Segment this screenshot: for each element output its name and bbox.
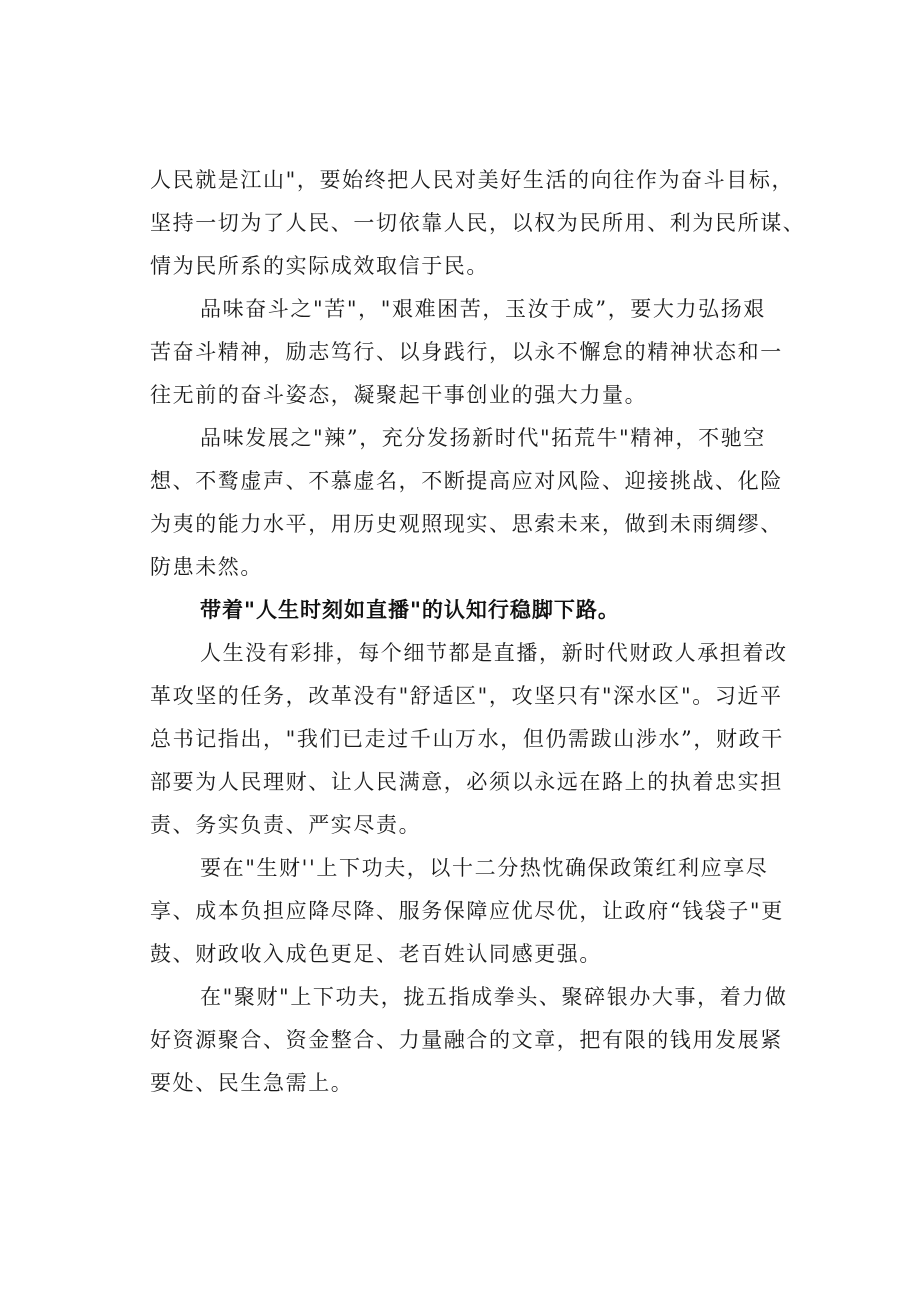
text-line: 好资源聚合、资金整合、力量融合的文章，把有限的钱用发展紧 (150, 1028, 783, 1052)
text-line: 情为民所系的实际成效取信于民。 (150, 254, 489, 278)
text-line: 苦奋斗精神，励志笃行、以身践行，以永不懈怠的精神状态和一 (150, 340, 783, 364)
text-line: 要处、民生急需上。 (150, 1071, 354, 1095)
paragraph-first-line: 要在"生财''上下功夫，以十二分热忱确保政策红利应享尽 (200, 856, 769, 880)
section-heading: 带着"人生时刻如直播"的认知行稳脚下路。 (200, 598, 620, 622)
text-line: 人民就是江山"，要始终把人民对美好生活的向往作为奋斗目标， (150, 168, 795, 192)
paragraph-first-line: 品味发展之"辣”，充分发扬新时代"拓荒牛"精神，不驰空 (200, 426, 766, 450)
text-line: 总书记指出，"我们已走过千山万水，但仍需跋山涉水”，财政干 (150, 727, 784, 751)
text-line: 为夷的能力水平，用历史观照现实、思索未来，做到未雨绸缪、 (150, 512, 783, 536)
paragraph-first-line: 品味奋斗之"苦"，"艰难困苦，玉汝于成”，要大力弘扬艰 (200, 297, 766, 321)
text-line: 革攻坚的任务，改革没有"舒适区"，攻坚只有"深水区"。习近平 (150, 684, 783, 708)
text-line: 享、成本负担应降尽降、服务保障应优尽优，让政府“钱袋子"更 (150, 899, 784, 923)
text-line: 坚持一切为了人民、一切依靠人民，以权为民所用、利为民所谋、 (150, 211, 806, 235)
text-line: 责、务实负责、严实尽责。 (150, 813, 422, 837)
text-line: 部要为人民理财、让人民满意，必须以永远在路上的执着忠实担 (150, 770, 783, 794)
text-line: 往无前的奋斗姿态，凝聚起干事创业的强大力量。 (150, 383, 648, 407)
text-line: 鼓、财政收入成色更足、老百姓认同感更强。 (150, 942, 602, 966)
text-line: 想、不鹜虚声、不慕虚名，不断提高应对风险、迎接挑战、化险 (150, 469, 783, 493)
paragraph-first-line: 在"聚财"上下功夫，拢五指成拳头、聚碎银办大事，着力做 (200, 985, 788, 1009)
text-line: 防患未然。 (150, 555, 263, 579)
paragraph-first-line: 人生没有彩排，每个细节都是直播，新时代财政人承担着改 (200, 641, 788, 665)
